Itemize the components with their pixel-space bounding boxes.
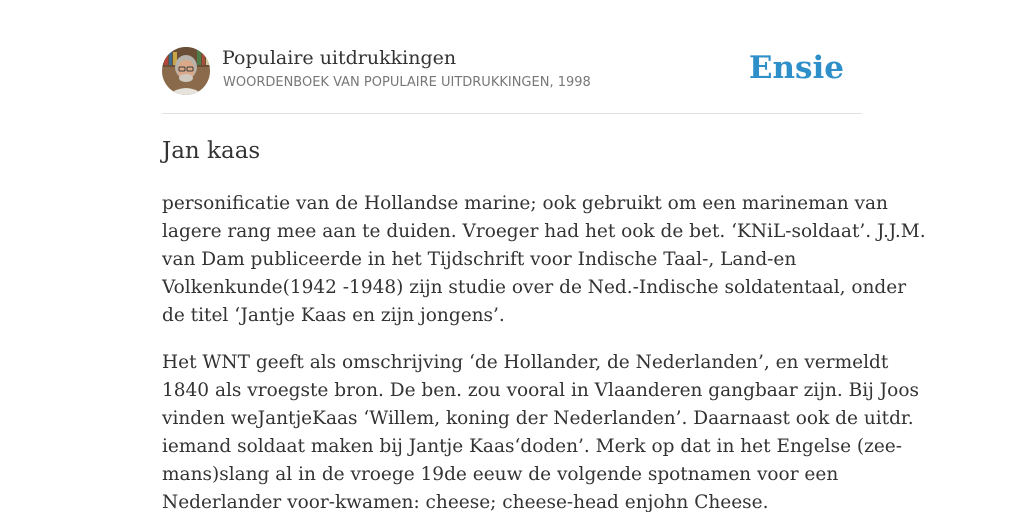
paragraph — [162, 190, 926, 330]
text-line: Nederlander voor-kwamen: cheese; cheese-head enjohn Cheese. — [162, 492, 769, 512]
text-line: Het WNT geeft als omschrijving ‘de Hollander, de Nederlanden’, en vermeldt — [162, 352, 889, 373]
source-title[interactable]: Populaire uitdrukkingen — [222, 47, 457, 69]
header-divider — [162, 113, 862, 114]
source-header — [162, 46, 862, 96]
text-line: mans)slang al in de vroege 19de eeuw de volgende spotnamen voor een — [162, 464, 839, 485]
text-line: personificatie van de Hollandse marine; ook gebruikt om een marineman van — [162, 193, 888, 214]
paragraph-gap — [162, 330, 862, 349]
entry-title: Jan kaas — [162, 138, 261, 164]
text-line: 1840 als vroegste bron. De ben. zou vooral in Vlaanderen gangbaar zijn. Bij Joos — [162, 380, 919, 401]
author-portrait-icon — [162, 47, 210, 95]
text-line: iemand soldaat maken bij Jantje Kaas‘doden’. Merk op dat in het Engelse (zee- — [162, 436, 903, 457]
paragraph — [162, 349, 919, 512]
entry-body — [162, 190, 926, 512]
author-avatar[interactable] — [162, 47, 210, 95]
text-line: vinden weJantjeKaas ‘Willem, koning der Nederlanden’. Daarnaast ook de uitdr. — [162, 408, 914, 429]
text-line: van Dam publiceerde in het Tijdschrift voor Indische Taal-, Land-en — [162, 249, 797, 270]
text-line: de titel ‘Jantje Kaas en zijn jongens’. — [162, 305, 505, 326]
text-line: lagere rang mee aan te duiden. Vroeger had het ook de bet. ‘KNiL-soldaat’. J.J.M. — [162, 221, 926, 242]
brand-logo[interactable]: Ensie — [748, 50, 844, 86]
text-line: Volkenkunde(1942 -1948) zijn studie over de Ned.-Indische soldatentaal, onder — [162, 277, 907, 298]
source-subtitle: WOORDENBOEK VAN POPULAIRE UITDRUKKINGEN, 1998 — [223, 75, 591, 90]
